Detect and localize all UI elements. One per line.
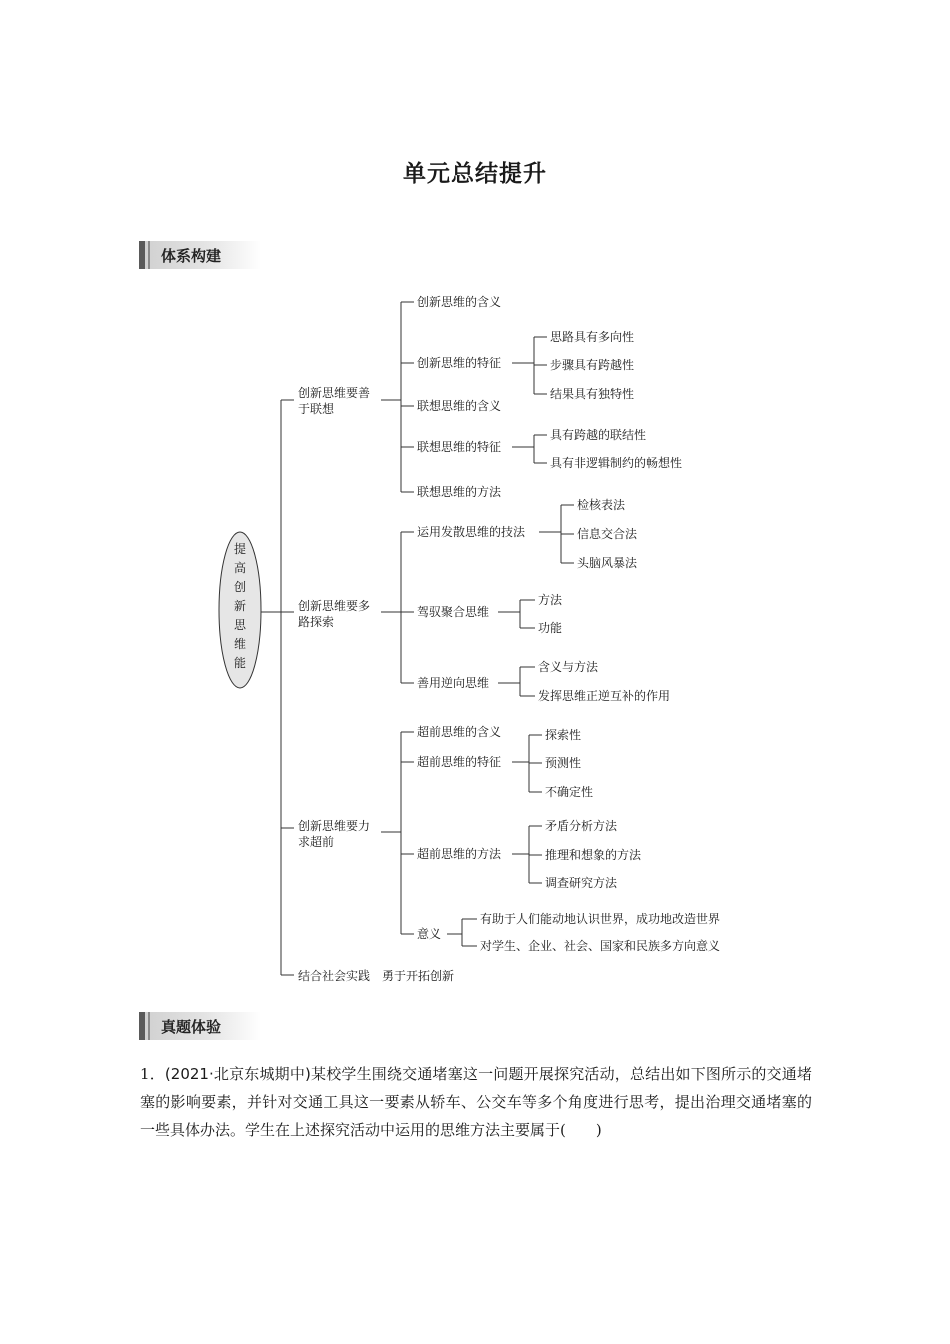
tree-leaf: 步骤具有跨越性 <box>550 358 635 372</box>
tree-node: 驾驭聚合思维 <box>417 605 490 619</box>
question-1 <box>140 1060 812 1144</box>
tree-leaf: 推理和想象的方法 <box>545 848 642 862</box>
tree-node: 超前思维的方法 <box>417 847 502 861</box>
tree-leaf: 预测性 <box>545 756 582 770</box>
branch-label: 于联想 <box>298 402 335 416</box>
tree-leaf: 思路具有多向性 <box>550 330 635 344</box>
tree-leaf: 检核表法 <box>577 498 626 512</box>
branch-label: 路探索 <box>298 615 335 629</box>
tree-leaf: 结果具有独特性 <box>550 387 635 401</box>
root-label <box>234 541 247 670</box>
connector-line <box>512 735 542 792</box>
section-header-exam <box>139 1012 261 1040</box>
tree-node: 联想思维的方法 <box>417 485 502 499</box>
tree-leaf: 具有跨越的联结性 <box>550 428 647 442</box>
tree-node: 超前思维的含义 <box>417 725 502 739</box>
tree-leaf: 对学生、企业、社会、国家和民族多方向意义 <box>480 939 721 953</box>
connector-line <box>381 532 414 683</box>
tree-leaf: 不确定性 <box>545 785 594 799</box>
root-char: 提 <box>233 542 247 556</box>
tree-leaf: 具有非逻辑制约的畅想性 <box>550 456 683 470</box>
tree-node: 创新思维的含义 <box>417 295 502 309</box>
tree-leaf: 功能 <box>538 621 563 635</box>
tab-bar-decoration <box>148 1012 150 1040</box>
question-number: 1． <box>140 1065 165 1083</box>
tree-node: 运用发散思维的技法 <box>417 525 526 539</box>
tree-node: 善用逆向思维 <box>417 676 490 690</box>
tree-leaf: 有助于人们能动地认识世界，成功地改造世界 <box>480 912 721 926</box>
root-char: 能 <box>233 656 247 670</box>
tab-bar-decoration <box>139 1012 145 1040</box>
connector-line <box>539 505 574 563</box>
section-label: 体系构建 <box>161 247 222 265</box>
tree-leaf: 方法 <box>538 593 563 607</box>
page-title: 单元总结提升 <box>403 161 547 187</box>
connector-line <box>261 400 294 975</box>
branch-label: 求超前 <box>298 835 335 849</box>
tree-leaf: 调查研究方法 <box>545 876 618 890</box>
connector-line <box>512 826 542 883</box>
tree-node: 联想思维的特征 <box>417 440 502 454</box>
connector-line <box>381 732 414 934</box>
tree-node: 创新思维的特征 <box>417 356 502 370</box>
question-text: 某校学生围绕交通堵塞这一问题开展探究活动，总结出如下图所示的交通堵塞的影响要素，并针对交通工具这一要素从轿车、公交车等多个角度进行思考，提出治理交通堵塞的一些具体办法。学生在上述探究活动中运用的思维方法主要属于( ) <box>140 1065 812 1139</box>
question-source: (2021·北京东城期中) <box>164 1065 311 1083</box>
root-char: 维 <box>233 637 247 651</box>
tree-node: 联想思维的含义 <box>417 399 502 413</box>
tree-leaf: 探索性 <box>545 728 582 742</box>
branch-label: 创新思维要力 <box>298 819 371 833</box>
root-char: 新 <box>233 599 247 613</box>
tree-leaf: 含义与方法 <box>538 660 599 674</box>
root-char: 创 <box>233 580 247 594</box>
root-char: 高 <box>233 561 247 575</box>
connector-line <box>498 667 535 696</box>
tree-leaf: 矛盾分析方法 <box>545 819 618 833</box>
connector-line <box>381 302 414 492</box>
tree-leaf: 头脑风暴法 <box>577 556 638 570</box>
tree-leaf: 信息交合法 <box>577 527 638 541</box>
connector-line <box>512 337 547 394</box>
root-char: 思 <box>233 618 247 632</box>
connector-line <box>447 919 477 946</box>
tree-node: 意义 <box>417 927 442 941</box>
tree-node: 超前思维的特征 <box>417 755 502 769</box>
branch-label: 创新思维要善 <box>298 386 371 400</box>
branch-label: 结合社会实践 勇于开拓创新 <box>298 969 455 983</box>
tree-leaf: 发挥思维正逆互补的作用 <box>538 689 671 703</box>
connector-line <box>498 600 535 628</box>
connector-line <box>512 435 547 463</box>
branch-label: 创新思维要多 <box>298 599 371 613</box>
section-label: 真题体验 <box>161 1018 222 1036</box>
